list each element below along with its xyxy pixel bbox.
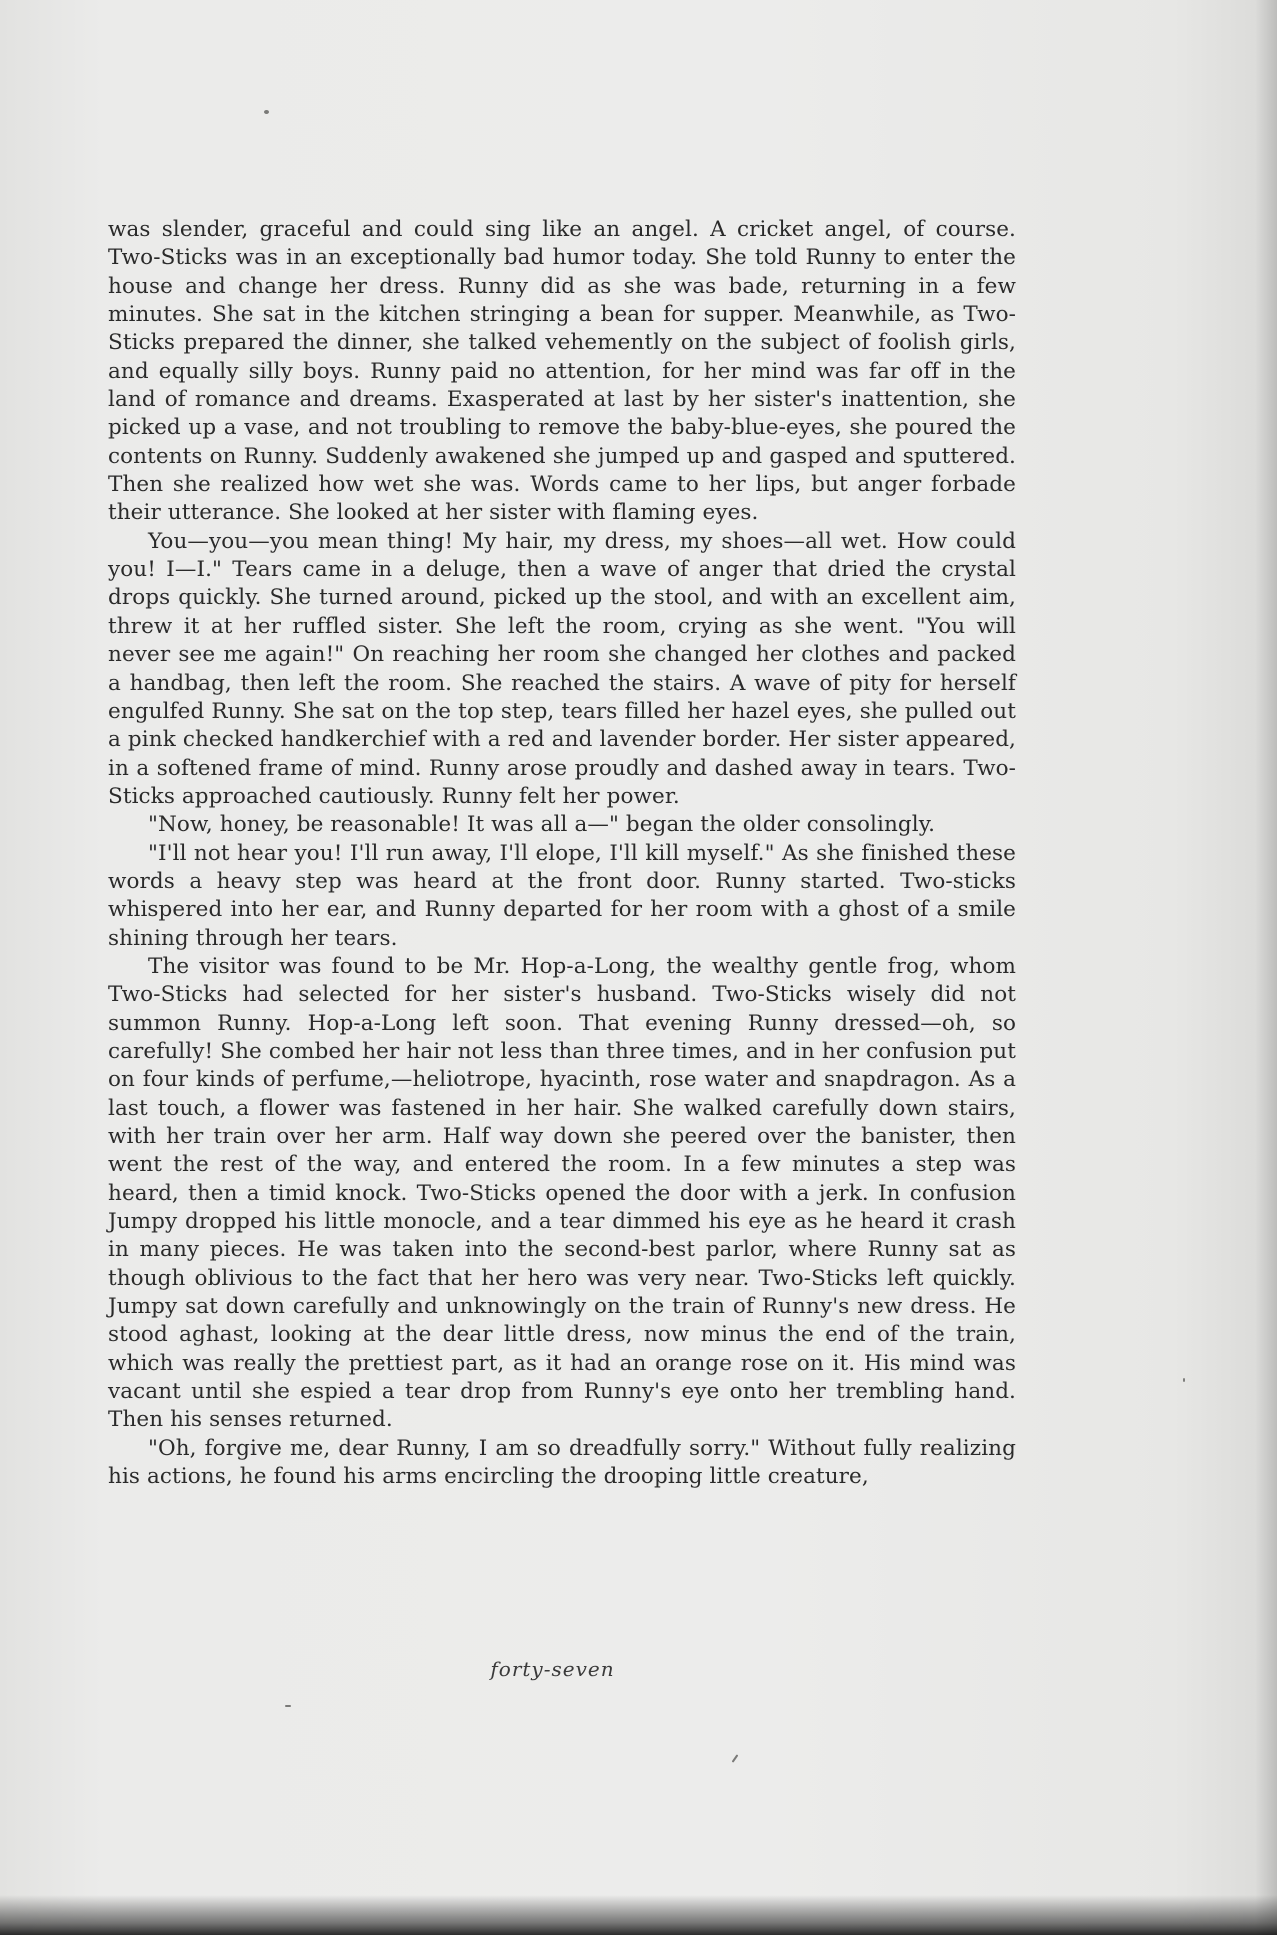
paper-speck xyxy=(285,1705,291,1707)
body-text xyxy=(108,216,1016,1491)
paper-speck xyxy=(1183,1378,1185,1382)
paper-speck xyxy=(732,1754,739,1763)
scan-bottom-shadow xyxy=(0,1895,1277,1935)
page-number: forty-seven xyxy=(490,1657,615,1681)
paragraph: was slender, graceful and could sing like an angel. A cricket angel, of course. Two-Sticks was in an exceptionally bad humor today. She told Runny to enter the house and change her dress. Runny did as she was bade, returning in a few minutes. She sat in the kitchen stringing a bean for supper. Meanwhile, as Two-Sticks prepared the dinner, she talked vehemently on the subject of foolish girls, and equally silly boys. Runny paid no attention, for her mind was far off in the land of romance and dreams. Exasperated at last by her sister's inattention, she picked up a vase, and not troubling to remove the baby-blue-eyes, she poured the contents on Runny. Suddenly awakened she jumped up and gasped and sputtered. Then she realized how wet she was. Words came to her lips, but anger forbade their utterance. She looked at her sister with flaming eyes. xyxy=(108,217,1016,526)
paragraph: "I'll not hear you! I'll run away, I'll elope, I'll kill myself." As she finished these words a heavy step was heard at the front door. Runny started. Two-sticks whispered into her ear, and Runny departed for her room with a ghost of a smile shining through her tears. xyxy=(108,840,1016,951)
paper-speck xyxy=(264,110,269,114)
paragraph: The visitor was found to be Mr. Hop-a-Long, the wealthy gentle frog, whom Two-Sticks had selected for her sister's husband. Two-Sticks wisely did not summon Runny. Hop-a-Long left soon. That evening Runny dressed—oh, so carefully! She combed her hair not less than three times, and in her confusion put on four kinds of perfume,—heliotrope, hyacinth, rose water and snapdragon. As a last touch, a flower was fastened in her hair. She walked carefully down stairs, with her train over her arm. Half way down she peered over the banister, then went the rest of the way, and entered the room. In a few minutes a step was heard, then a timid knock. Two-Sticks opened the door with a jerk. In confusion Jumpy dropped his little monocle, and a tear dimmed his eye as he heard it crash in many pieces. He was taken into the second-best parlor, where Runny sat as though oblivious to the fact that her hero was very near. Two-Sticks left quickly. Jumpy sat down carefully and unknowingly on the train of Runny's new dress. He stood aghast, looking at the dear little dress, now minus the end of the train, which was really the prettiest part, as it had an orange rose on it. His mind was vacant until she espied a tear drop from Runny's eye onto her trembling hand. Then his senses returned. xyxy=(108,953,1016,1433)
page-edge-shadow xyxy=(1255,0,1277,1935)
paragraph: "Oh, forgive me, dear Runny, I am so dreadfully sorry." Without fully realizing his actions, he found his arms encircling the drooping little creature, xyxy=(108,1435,1016,1490)
paragraph: You—you—you mean thing! My hair, my dress, my shoes—all wet. How could you! I—I." Tears came in a deluge, then a wave of anger that dried the crystal drops quickly. She turned around, picked up the stool, and with an excellent aim, threw it at her ruffled sister. She left the room, crying as she went. "You will never see me again!" On reaching her room she changed her clothes and packed a handbag, then left the room. She reached the stairs. A wave of pity for herself engulfed Runny. She sat on the top step, tears filled her hazel eyes, she pulled out a pink checked handkerchief with a red and lavender border. Her sister appeared, in a softened frame of mind. Runny arose proudly and dashed away in tears. Two-Sticks approached cautiously. Runny felt her power. xyxy=(108,528,1016,809)
paragraph: "Now, honey, be reasonable! It was all a—" began the older consolingly. xyxy=(148,812,936,838)
